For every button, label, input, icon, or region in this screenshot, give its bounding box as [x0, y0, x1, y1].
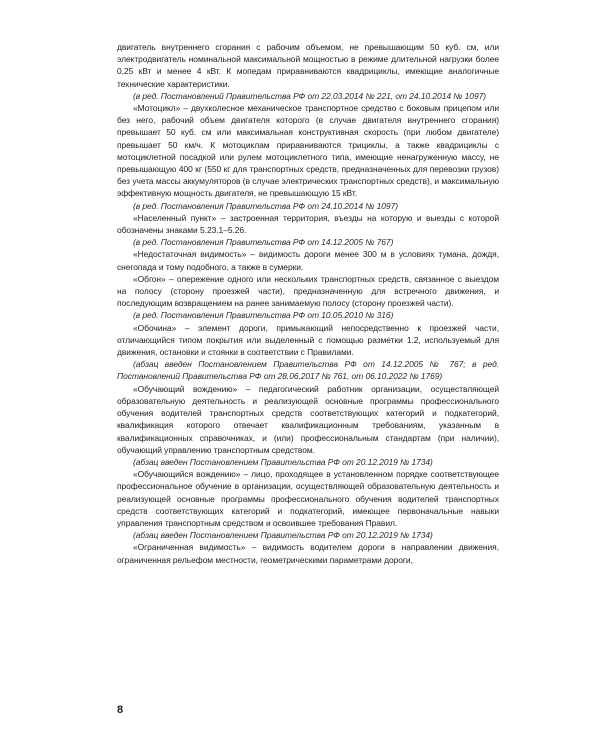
- definition-paragraph: «Ограниченная видимость» – видимость водителем дороги в направлении движения, ограниченная рельефом местности, геометрическими параметрами дороги,: [117, 542, 499, 565]
- amendment-note: (в ред. Постановления Правительства РФ от 10.05.2010 № 316): [133, 310, 394, 321]
- definition-paragraph: «Обочина» – элемент дороги, примыкающий непосредственно к проезжей части, отличающийся типом покрытия или выделенный с помощью разметки 1.2, используемый для движения, остановки и стоянки в соответствии с Правилами.: [117, 322, 499, 358]
- definition-paragraph: «Обучающий вождению» – педагогический работник организации, осуществляющей образовательную деятельность и реализующей основные программы профессионального обучения водителей транспортных средств соответствующих категорий и подкатегорий, квалификация которого отвечает квалификационным требованиям, указанным в квалификационных справочниках, и (или) профессиональным стандартам (при наличии), обучающий управлению транспортным средством.: [117, 383, 499, 455]
- definition-paragraph: «Населенный пункт» – застроенная территория, въезды на которую и выезды с которой обозначены знаками 5.23.1–5.26.: [117, 212, 499, 236]
- amendment-note: (абзац введен Постановлением Правительства РФ от 14.12.2005 № 767; в ред. Постановлений Правительства РФ от 28.06.2017 № 761, от 06.10.2022 № 1769): [117, 359, 499, 382]
- document-page: [117, 41, 499, 566]
- amendment-note: (в ред. Постановления Правительства РФ от 24.10.2014 № 1097): [133, 200, 398, 211]
- definition-paragraph: двигатель внутреннего сгорания с рабочим объемом, не превышающим 50 куб. см, или электродвигатель номинальной максимальной мощностью в режиме длительной нагрузки более 0,25 кВт и менее 4 кВт. К мопедам приравниваются квадрициклы, имеющие аналогичные технические характеристики.: [117, 42, 499, 89]
- amendment-note: (абзац введен Постановлением Правительства РФ от 20.12.2019 № 1734): [133, 456, 433, 467]
- definition-paragraph: «Обгон» – опережение одного или нескольких транспортных средств, связанное с выездом на полосу (сторону проезжей части), предназначенную для встречного движения, и последующим возвращением на ранее занимаемую полосу (сторону проезжей части).: [117, 273, 499, 309]
- page-number: 8: [117, 704, 124, 716]
- amendment-note: (абзац введен Постановлением Правительства РФ от 20.12.2019 № 1734): [133, 530, 433, 541]
- definition-paragraph: «Недостаточная видимость» – видимость дороги менее 300 м в условиях тумана, дождя, снегопада и тому подобного, а также в сумерки.: [117, 249, 499, 272]
- amendment-note: (в ред. Постановлений Правительства РФ от 22.03.2014 № 221, от 24.10.2014 № 1097): [133, 90, 486, 101]
- amendment-note: (в ред. Постановления Правительства РФ от 14.12.2005 № 767): [133, 237, 394, 248]
- definition-paragraph: «Обучающийся вождению» – лицо, проходящее в установленном порядке соответствующее профессиональное обучение в организации, осуществляющей образовательную деятельность и реализующей основные программы профессионального обучения водителей транспортных средств соответствующих категорий и подкатегорий, имеющее первоначальные навыки управления транспортным средством и освоившее требования Правил.: [117, 469, 499, 528]
- definition-paragraph: «Мотоцикл» – двухколесное механическое транспортное средство с боковым прицепом или без него, рабочий объем двигателя которого (в случае двигателя внутреннего сгорания) превышает 50 куб. см или максимальная конструктивная скорость (при любом двигателе) превышает 50 км/ч. К мотоциклам приравниваются трициклы, а также квадрициклы с мотоциклетной посадкой или рулем мотоциклетного типа, имеющие ненагруженную массу, не превышающую 400 кг (550 кг для транспортных средств, предназначенных для перевозки грузов) без учета массы аккумуляторов (в случае электрических транспортных средств), и максимальную эффективную мощность двигателя, не превышающую 15 кВт.: [117, 103, 499, 199]
